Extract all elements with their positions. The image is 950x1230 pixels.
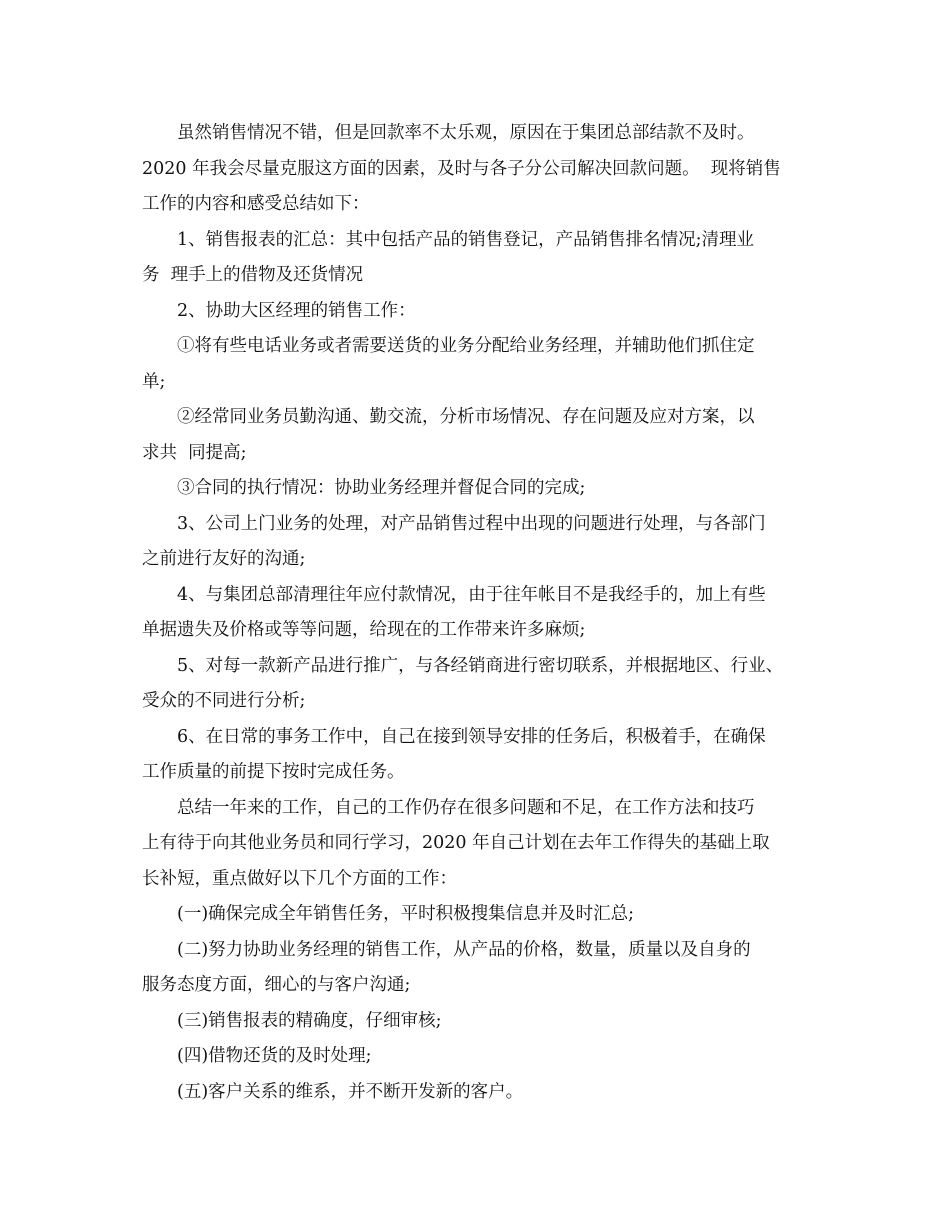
text-line: (四)借物还货的及时处理; bbox=[177, 1046, 372, 1066]
text-line: 服务态度方面，细心的与客户沟通; bbox=[142, 975, 411, 995]
text-line: 受众的不同进行分析; bbox=[142, 691, 306, 711]
text-line: 长补短，重点做好以下几个方面的工作： bbox=[142, 868, 457, 889]
text-line: (一)确保完成全年销售任务，平时积极搜集信息并及时汇总; bbox=[177, 904, 635, 924]
text-line: 1、销售报表的汇总：其中包括产品的销售登记，产品销售排名情况;清理业 bbox=[177, 229, 755, 250]
text-line: 6、在日常的事务工作中，自己在接到领导安排的任务后，积极着手，在确保 bbox=[177, 726, 766, 747]
text-line: 工作的内容和感受总结如下： bbox=[142, 194, 370, 214]
text-line: 工作质量的前提下按时完成任务。 bbox=[142, 762, 405, 782]
text-line: (三)销售报表的精确度，仔细审核; bbox=[177, 1010, 442, 1031]
text-line: 虽然销售情况不错，但是回款率不太乐观，原因在于集团总部结款不及时。 bbox=[177, 123, 755, 143]
text-line: ②经常同业务员勤沟通、勤交流，分析市场情况、存在问题及应对方案，以 bbox=[177, 407, 755, 427]
text-line: 3、公司上门业务的处理，对产品销售过程中出现的问题进行处理，与各部门 bbox=[177, 513, 766, 534]
text-line: 单据遗失及价格或等等问题，给现在的工作带来许多麻烦; bbox=[142, 620, 586, 640]
text-line: 之前进行友好的沟通; bbox=[142, 549, 306, 569]
text-line: 4、与集团总部清理往年应付款情况，由于往年帐目不是我经手的，加上有些 bbox=[177, 584, 766, 605]
document-body bbox=[142, 116, 808, 1110]
text-line: (二)努力协助业务经理的销售工作，从产品的价格，数量，质量以及自身的 bbox=[177, 939, 751, 960]
text-line: ①将有些电话业务或者需要送货的业务分配给业务经理，并辅助他们抓住定 bbox=[177, 336, 755, 356]
text-line: 5、对每一款新产品进行推广，与各经销商进行密切联系，并根据地区、行业、 bbox=[177, 655, 784, 676]
text-line: 求共 同提高; bbox=[142, 442, 247, 463]
text-line: ③合同的执行情况：协助业务经理并督促合同的完成; bbox=[177, 478, 586, 498]
text-line: 上有待于向其他业务员和同行学习，2020 年自己计划在去年工作得失的基础上取 bbox=[142, 833, 770, 853]
text-line: 总结一年来的工作，自己的工作仍存在很多问题和不足，在工作方法和技巧 bbox=[177, 797, 755, 818]
text-line: 务 理手上的借物及还货情况 bbox=[142, 265, 364, 285]
text-line: (五)客户关系的维系，并不断开发新的客户。 bbox=[177, 1081, 524, 1102]
text-line: 2、协助大区经理的销售工作： bbox=[177, 300, 416, 321]
text-line: 2020 年我会尽量克服这方面的因素，及时与各子分公司解决回款问题。 现将销售 bbox=[142, 158, 781, 179]
text-line: 单; bbox=[142, 371, 166, 392]
